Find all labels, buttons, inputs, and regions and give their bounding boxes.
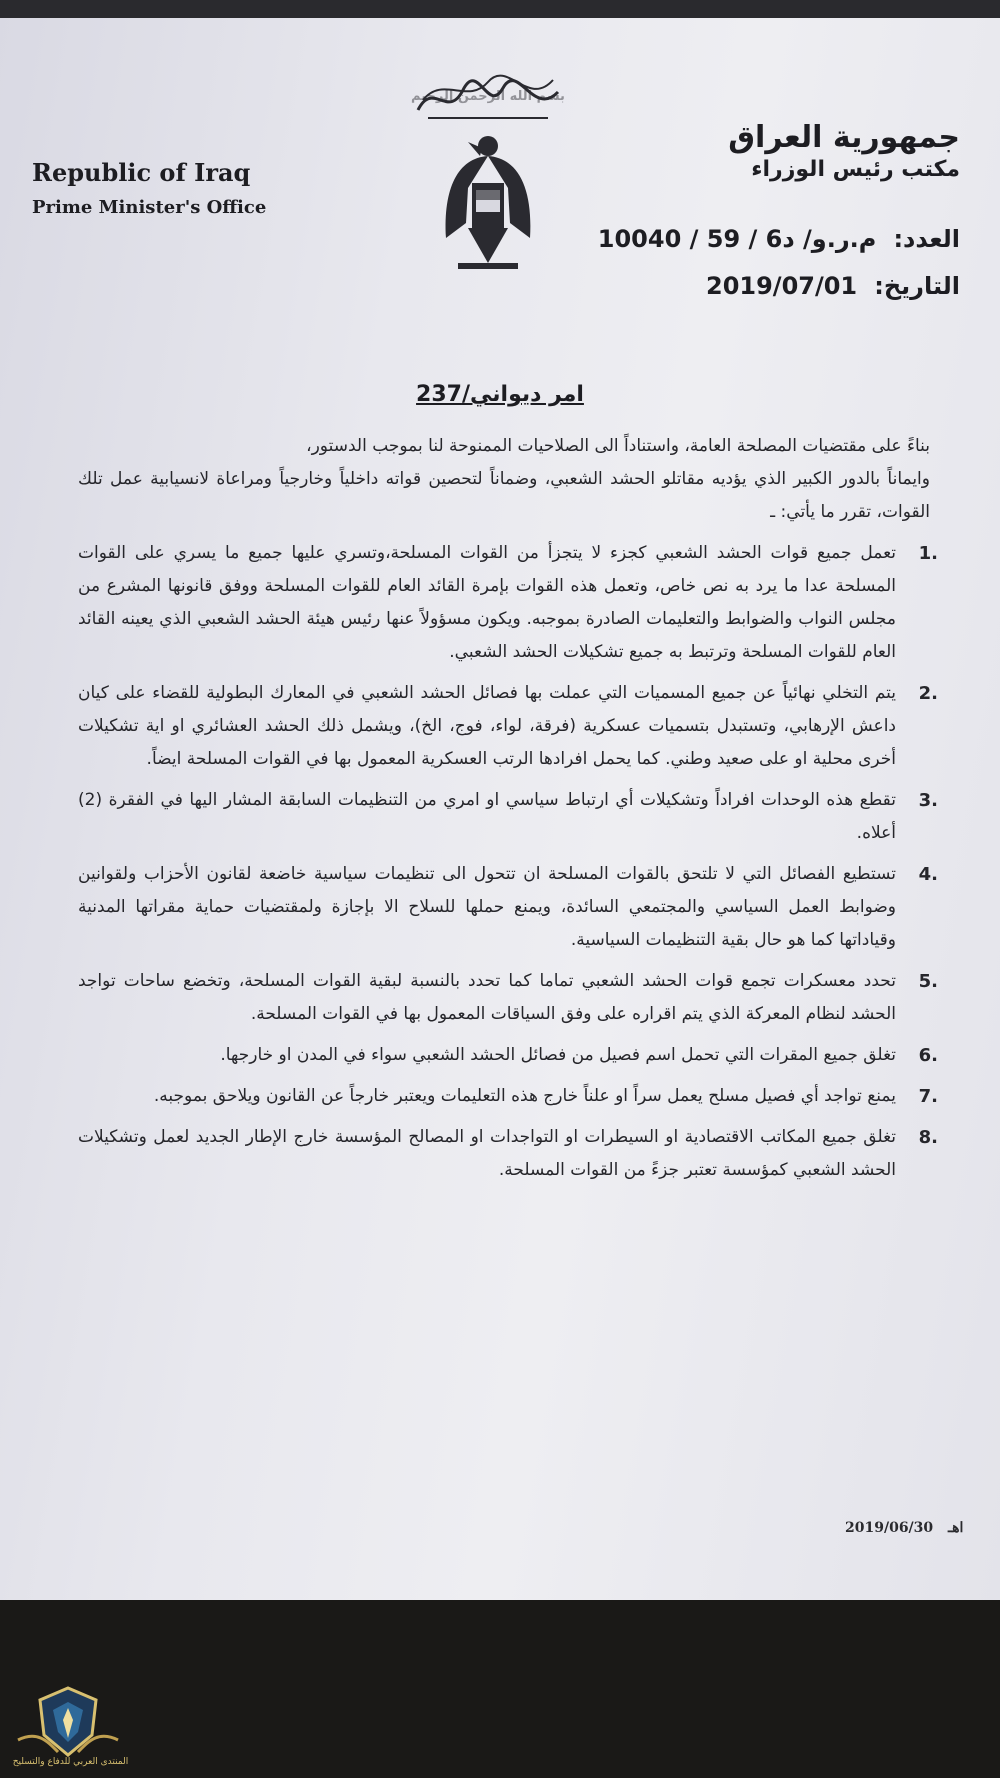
decree-item-text: يمنع تواجد أي فصيل مسلح يعمل سراً او علناً خارج هذه التعليمات ويعتبر خارجاً عن القانون ويلاحق بموجبه. (153, 1086, 896, 1106)
decree-item-number: 2. (918, 683, 938, 704)
document-date-row (560, 272, 960, 300)
forum-watermark-text: المنتدى العربي للدفاع والتسليح (12, 1757, 129, 1767)
footer-mark: اهـ (948, 1520, 964, 1536)
decree-item-number: 4. (918, 864, 938, 885)
decree-item (78, 537, 938, 669)
decree-item (78, 965, 938, 1031)
decree-item-text: تستطيع الفصائل التي لا تلتحق بالقوات المسلحة ان تتحول الى تنظيمات سياسية خاضعة لقانون الأحزاب ولقوانين وضوابط العمل السياسي والمجتمعي السائدة، ويمنع حملها للسلاح الا بإجازة ولمقتضيات حماية مقراتها المدنية وقياداتها كما هو حال بقية التنظيمات السياسية. (78, 864, 896, 950)
basmala-text: بسم الله الرحمن الرحيم (411, 89, 565, 104)
decree-item-number: 3. (918, 790, 938, 811)
page-top-edge (0, 0, 1000, 18)
header-republic-en: Republic of Iraq (32, 158, 251, 187)
header-office-en: Prime Minister's Office (32, 197, 267, 218)
document-date-label: التاريخ: (874, 272, 960, 300)
footer-date-line (845, 1520, 963, 1536)
decree-item-text: يتم التخلي نهائياً عن جميع المسميات التي عملت بها فصائل الحشد الشعبي في المعارك البطولية للقضاء على كيان داعش الإرهابي، وتستبدل بتسميات عسكرية (فرقة، لواء، فوج، الخ)، ويشمل ذلك الحشد العشائري او اية تشكيلات أخرى محلية او على صعيد وطني. كما يحمل افرادها الرتب العسكرية المعمول بها في القوات المسلحة ايضاً. (78, 683, 896, 769)
decree-item (78, 1039, 938, 1072)
document-intro (78, 430, 930, 529)
header-republic-ar: جمهورية العراق (728, 120, 960, 155)
intro-paragraph-1: بناءً على مقتضيات المصلحة العامة، واستناداً الى الصلاحيات الممنوحة لنا بموجب الدستور، (306, 436, 930, 456)
decree-item-number: 5. (918, 971, 938, 992)
english-header (32, 158, 332, 218)
intro-paragraph-2: وايماناً بالدور الكبير الذي يؤديه مقاتلو الحشد الشعبي، وضماناً لتحصين قواته داخلياً وخارجياً ومراعاة لانسيابية عمل تلك القوات، تقرر ما يأتي: ـ (78, 469, 930, 522)
header-office-ar: مكتب رئيس الوزراء (751, 157, 960, 182)
document-title (0, 382, 1000, 407)
decree-item-number: 8. (918, 1127, 938, 1148)
decree-item-text: تقطع هذه الوحدات افراداً وتشكيلات أي ارتباط سياسي او امري من التنظيمات السابقة المشار اليها في الفقرة (2) أعلاه. (78, 790, 896, 843)
decree-item (78, 784, 938, 850)
decree-item (78, 677, 938, 776)
decree-item-text: تعمل جميع قوات الحشد الشعبي كجزء لا يتجزأ من القوات المسلحة،وتسري عليها جميع ما يسري على القوات المسلحة عدا ما يرد به نص خاص، وتعمل هذه القوات بإمرة القائد العام للقوات المسلحة ووفق قانونها المشرع من مجلس النواب والضوابط والتعليمات الصادرة بموجبه. ويكون مسؤولاً عنها رئيس هيئة الحشد الشعبي الذي يعينه القائد العام للقوات المسلحة وترتبط به جميع تشكيلات الحشد الشعبي. (78, 543, 896, 662)
decree-item-number: 6. (918, 1045, 938, 1066)
footer-date: 2019/06/30 (845, 1520, 934, 1536)
document-number-row (560, 225, 960, 253)
decree-item (78, 1121, 938, 1187)
eagle-emblem-icon (438, 128, 538, 278)
decree-item (78, 1080, 938, 1113)
arabic-header (600, 120, 960, 182)
document-date-value: 2019/07/01 (706, 272, 858, 300)
document-number-label: العدد: (893, 225, 960, 253)
document-body (78, 430, 938, 1187)
document-title-text: امر ديواني/237 (416, 382, 584, 407)
decree-item (78, 858, 938, 957)
basmala-calligraphy (408, 70, 568, 125)
decree-item-text: تغلق جميع المقرات التي تحمل اسم فصيل من فصائل الحشد الشعبي سواء في المدن او خارجها. (220, 1045, 896, 1065)
decree-item-number: 1. (918, 543, 938, 564)
decree-items (78, 537, 938, 1187)
document-number-value: م.ر.و/ د6 / 59 / 10040 (597, 225, 877, 253)
decree-item-number: 7. (918, 1086, 938, 1107)
decree-item-text: تغلق جميع المكاتب الاقتصادية او السيطرات او التواجدات او المصالح المؤسسة خارج الإطار الجديد لعمل وتشكيلات الحشد الشعبي كمؤسسة تعتبر جزءً من القوات المسلحة. (78, 1127, 896, 1180)
decree-item-text: تحدد معسكرات تجمع قوات الحشد الشعبي تماما كما تحدد بالنسبة لبقية القوات المسلحة، وتخضع ساحات تواجد الحشد لنظام المعركة الذي يتم اقراره على وفق السياقات المعمول بها في القوات المسلحة. (78, 971, 896, 1024)
